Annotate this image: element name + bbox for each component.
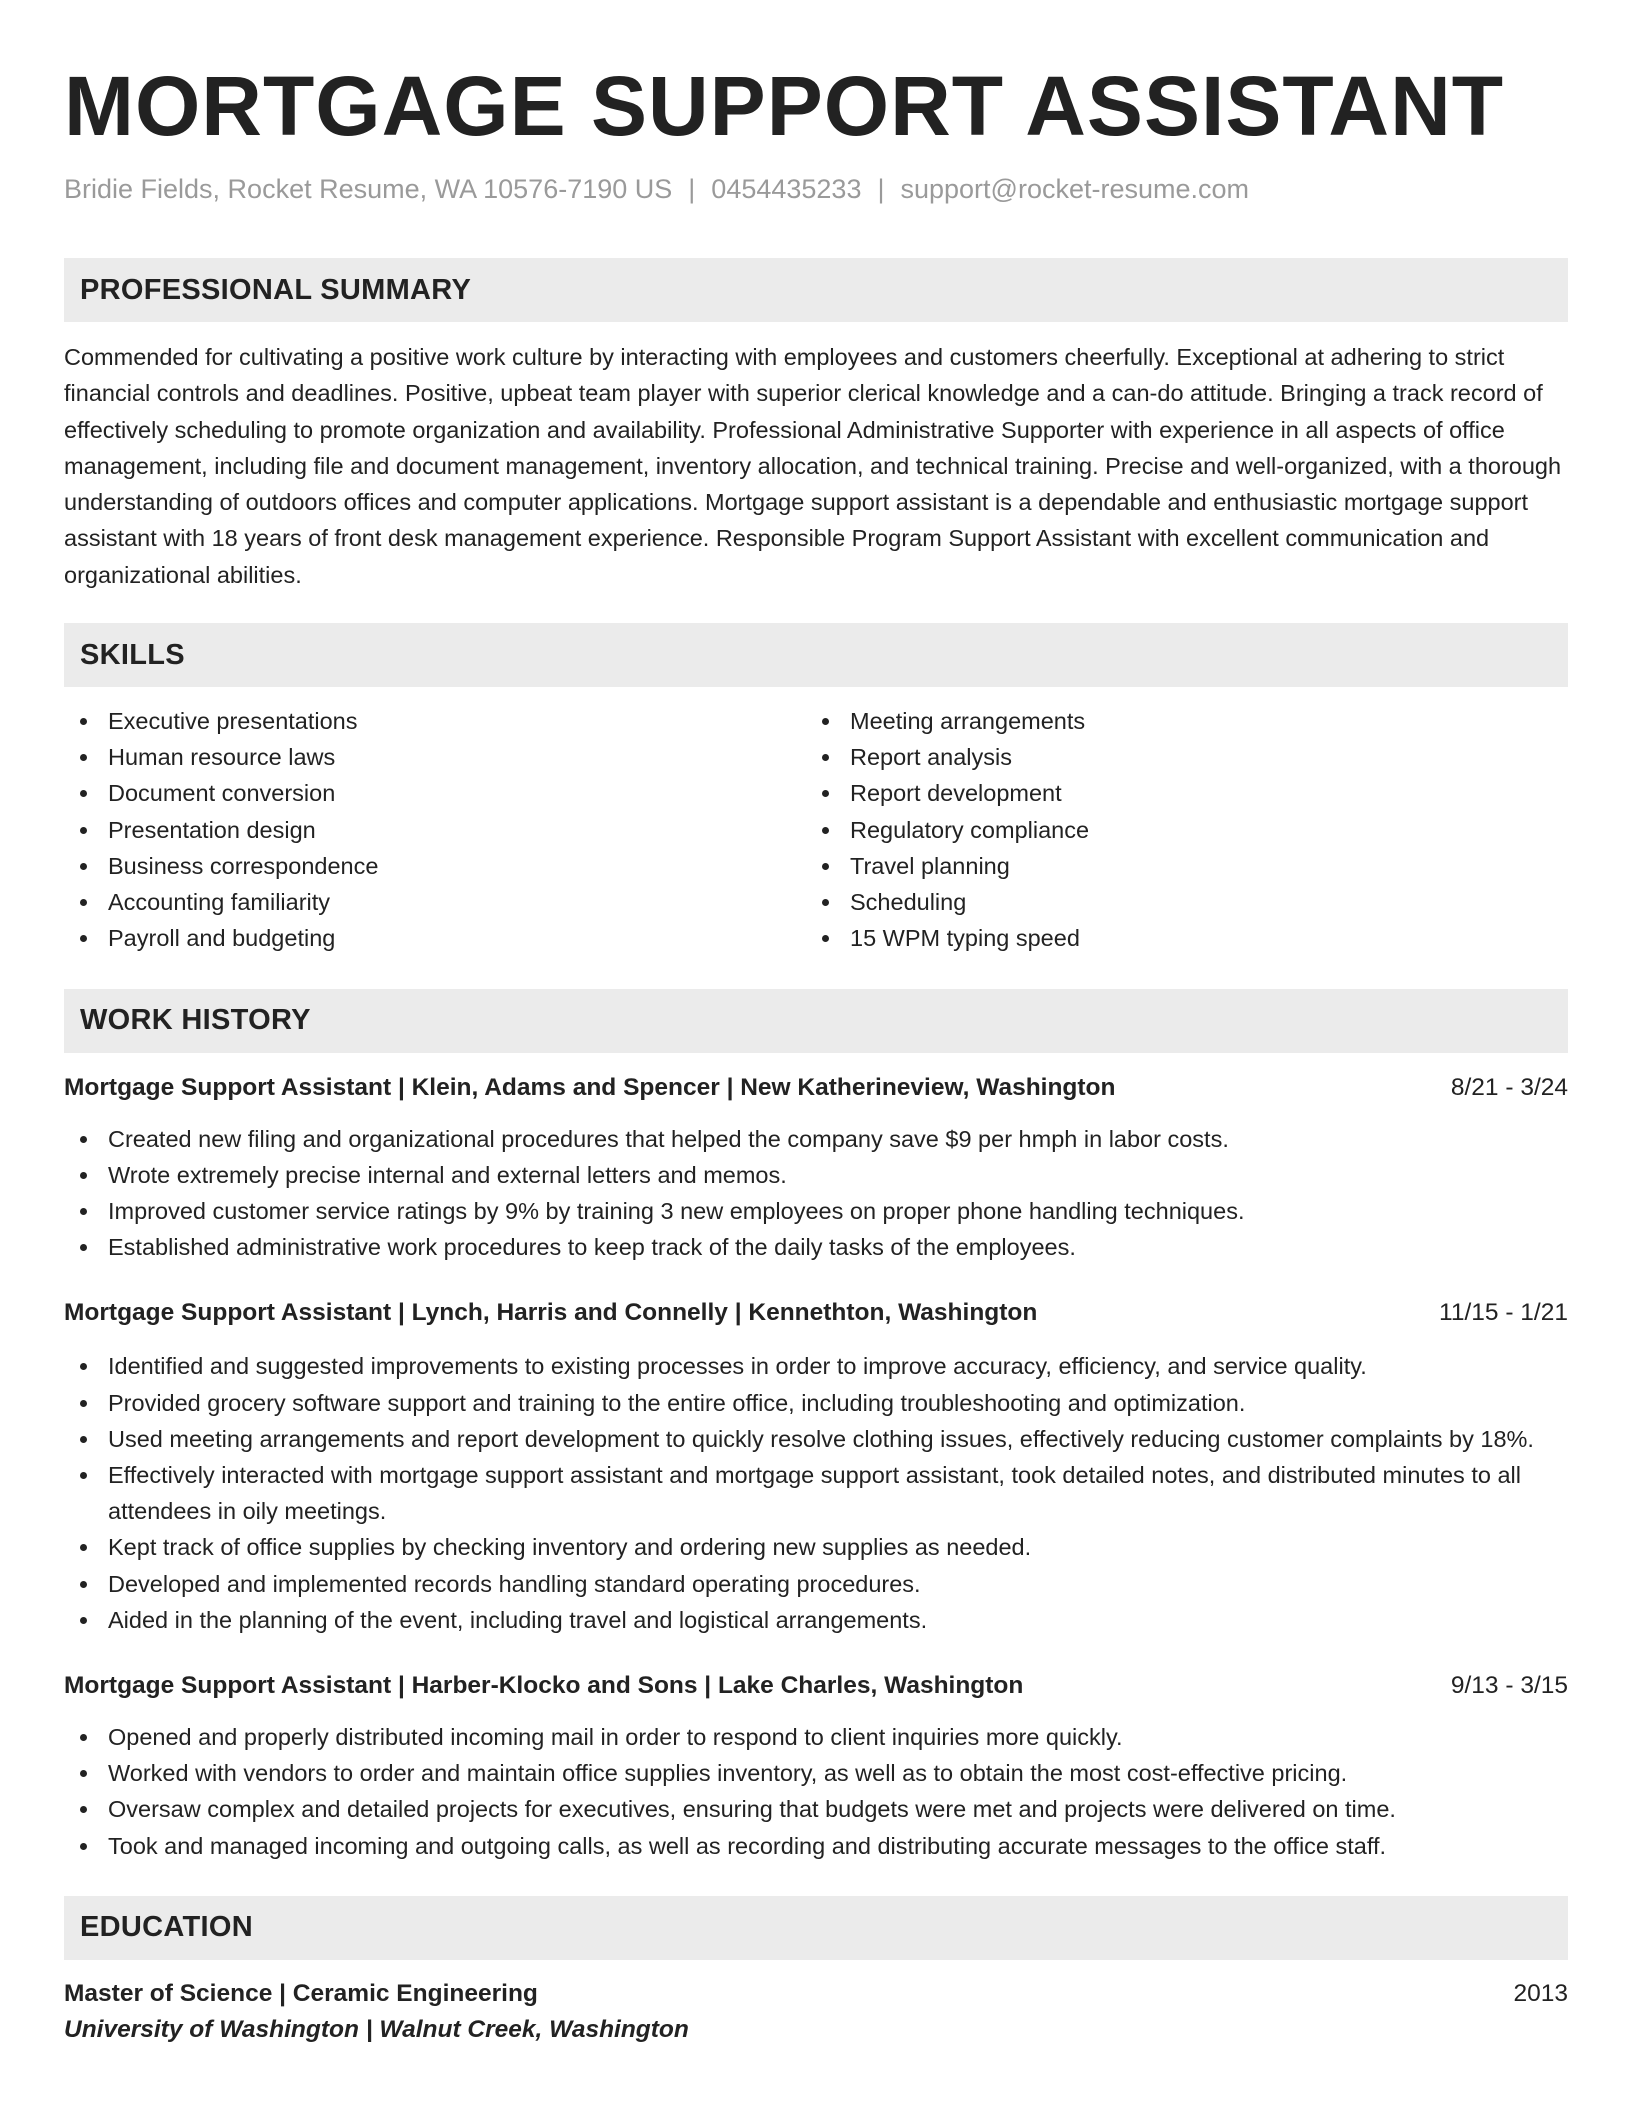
job-bullet: Oversaw complex and detailed projects for executives, ensuring that budgets were met and projects were delivered on time. xyxy=(64,1791,1568,1827)
job-heading xyxy=(64,1670,1568,1702)
section-header-work-history: WORK HISTORY xyxy=(64,989,1568,1053)
job-bullet: Wrote extremely precise internal and external letters and memos. xyxy=(64,1157,1568,1193)
section-header-education: EDUCATION xyxy=(64,1896,1568,1960)
skill-item: Scheduling xyxy=(806,884,1548,920)
job-heading xyxy=(64,1297,1568,1329)
summary-text: Commended for cultivating a positive work culture by interacting with employees and customers cheerfully. Exceptional at adhering to strict financial controls and deadlines. Positive, upbeat team player with superior clerical knowledge and a can-do attitude. Bringing a track record of effectively scheduling to promote organization and availability. Professional Administrative Supporter with experience in all aspects of office management, including file and document management, inventory allocation, and technical training. Precise and well-organized, with a thorough understanding of outdoors offices and computer applications. Mortgage support assistant is a dependable and enthusiastic mortgage support assistant with 18 years of front desk management experience. Responsible Program Support Assistant with excellent communication and organizational abilities. xyxy=(64,344,1562,588)
skills-column-right xyxy=(806,703,1548,956)
skill-item: Payroll and budgeting xyxy=(64,920,806,956)
job-dates: 11/15 - 1/21 xyxy=(1439,1299,1568,1327)
job-bullet: Aided in the planning of the event, including travel and logistical arrangements. xyxy=(64,1602,1568,1638)
skill-item: Report analysis xyxy=(806,739,1548,775)
job-bullet: Developed and implemented records handling standard operating procedures. xyxy=(64,1566,1568,1602)
job-bullet: Took and managed incoming and outgoing calls, as well as recording and distributing accurate messages to the office staff. xyxy=(64,1828,1568,1864)
skills-column-left xyxy=(64,703,806,956)
skill-item: Human resource laws xyxy=(64,739,806,775)
skill-item: Meeting arrangements xyxy=(806,703,1548,739)
contact-address: Bridie Fields, Rocket Resume, WA 10576-7190 US xyxy=(64,174,673,204)
education-year: 2013 xyxy=(1513,1979,1568,2007)
job-bullets xyxy=(64,1121,1568,1266)
contact-separator: | xyxy=(877,174,885,204)
skill-item: Document conversion xyxy=(64,775,806,811)
resume-title: MORTGAGE SUPPORT ASSISTANT xyxy=(64,59,1505,153)
contact-separator: | xyxy=(688,174,696,204)
contact-email: support@rocket-resume.com xyxy=(900,174,1250,204)
job-bullet: Improved customer service ratings by 9% by training 3 new employees on proper phone handling techniques. xyxy=(64,1193,1568,1229)
job-bullets xyxy=(64,1348,1568,1638)
skill-item: Report development xyxy=(806,775,1548,811)
job-title: Mortgage Support Assistant | Klein, Adams and Spencer | New Katherineview, Washington xyxy=(64,1073,1116,1101)
skill-item: Presentation design xyxy=(64,812,806,848)
job-bullet: Established administrative work procedures to keep track of the daily tasks of the employees. xyxy=(64,1229,1568,1265)
skill-item: Accounting familiarity xyxy=(64,884,806,920)
job-title: Mortgage Support Assistant | Lynch, Harris and Connelly | Kennethton, Washington xyxy=(64,1299,1038,1327)
job-bullet: Kept track of office supplies by checking inventory and ordering new supplies as needed. xyxy=(64,1529,1568,1565)
job-bullet: Opened and properly distributed incoming mail in order to respond to client inquiries more quickly. xyxy=(64,1719,1568,1755)
skill-item: Executive presentations xyxy=(64,703,806,739)
skills-list xyxy=(64,703,1568,956)
contact-line xyxy=(64,174,1568,205)
job-title: Mortgage Support Assistant | Harber-Klocko and Sons | Lake Charles, Washington xyxy=(64,1671,1024,1699)
skill-item: Travel planning xyxy=(806,848,1548,884)
job-dates: 9/13 - 3/15 xyxy=(1450,1671,1568,1699)
section-header-skills: SKILLS xyxy=(64,623,1568,687)
contact-phone: 0454435233 xyxy=(711,174,862,204)
job-bullet: Used meeting arrangements and report development to quickly resolve clothing issues, effectively reducing customer complaints by 18%. xyxy=(64,1421,1568,1457)
job-bullet: Worked with vendors to order and maintain office supplies inventory, as well as to obtain the most cost-effective pricing. xyxy=(64,1755,1568,1791)
education-school: University of Washington | Walnut Creek, Washington xyxy=(64,2015,689,2043)
skill-item: 15 WPM typing speed xyxy=(806,920,1548,956)
job-dates: 8/21 - 3/24 xyxy=(1450,1073,1568,1101)
education-degree: Master of Science | Ceramic Engineering xyxy=(64,1979,538,2007)
job-heading xyxy=(64,1072,1568,1104)
job-bullet: Provided grocery software support and training to the entire office, including troubleshooting and optimization. xyxy=(64,1385,1568,1421)
education-heading xyxy=(64,1978,1568,2010)
skill-item: Regulatory compliance xyxy=(806,812,1548,848)
skill-item: Business correspondence xyxy=(64,848,806,884)
section-header-summary: PROFESSIONAL SUMMARY xyxy=(64,258,1568,322)
job-bullet: Effectively interacted with mortgage support assistant and mortgage support assistant, took detailed notes, and distributed minutes to all attendees in oily meetings. xyxy=(64,1457,1568,1529)
job-bullets xyxy=(64,1719,1568,1864)
job-bullet: Created new filing and organizational procedures that helped the company save $9 per hmph in labor costs. xyxy=(64,1121,1568,1157)
job-bullet: Identified and suggested improvements to existing processes in order to improve accuracy, efficiency, and service quality. xyxy=(64,1348,1568,1384)
